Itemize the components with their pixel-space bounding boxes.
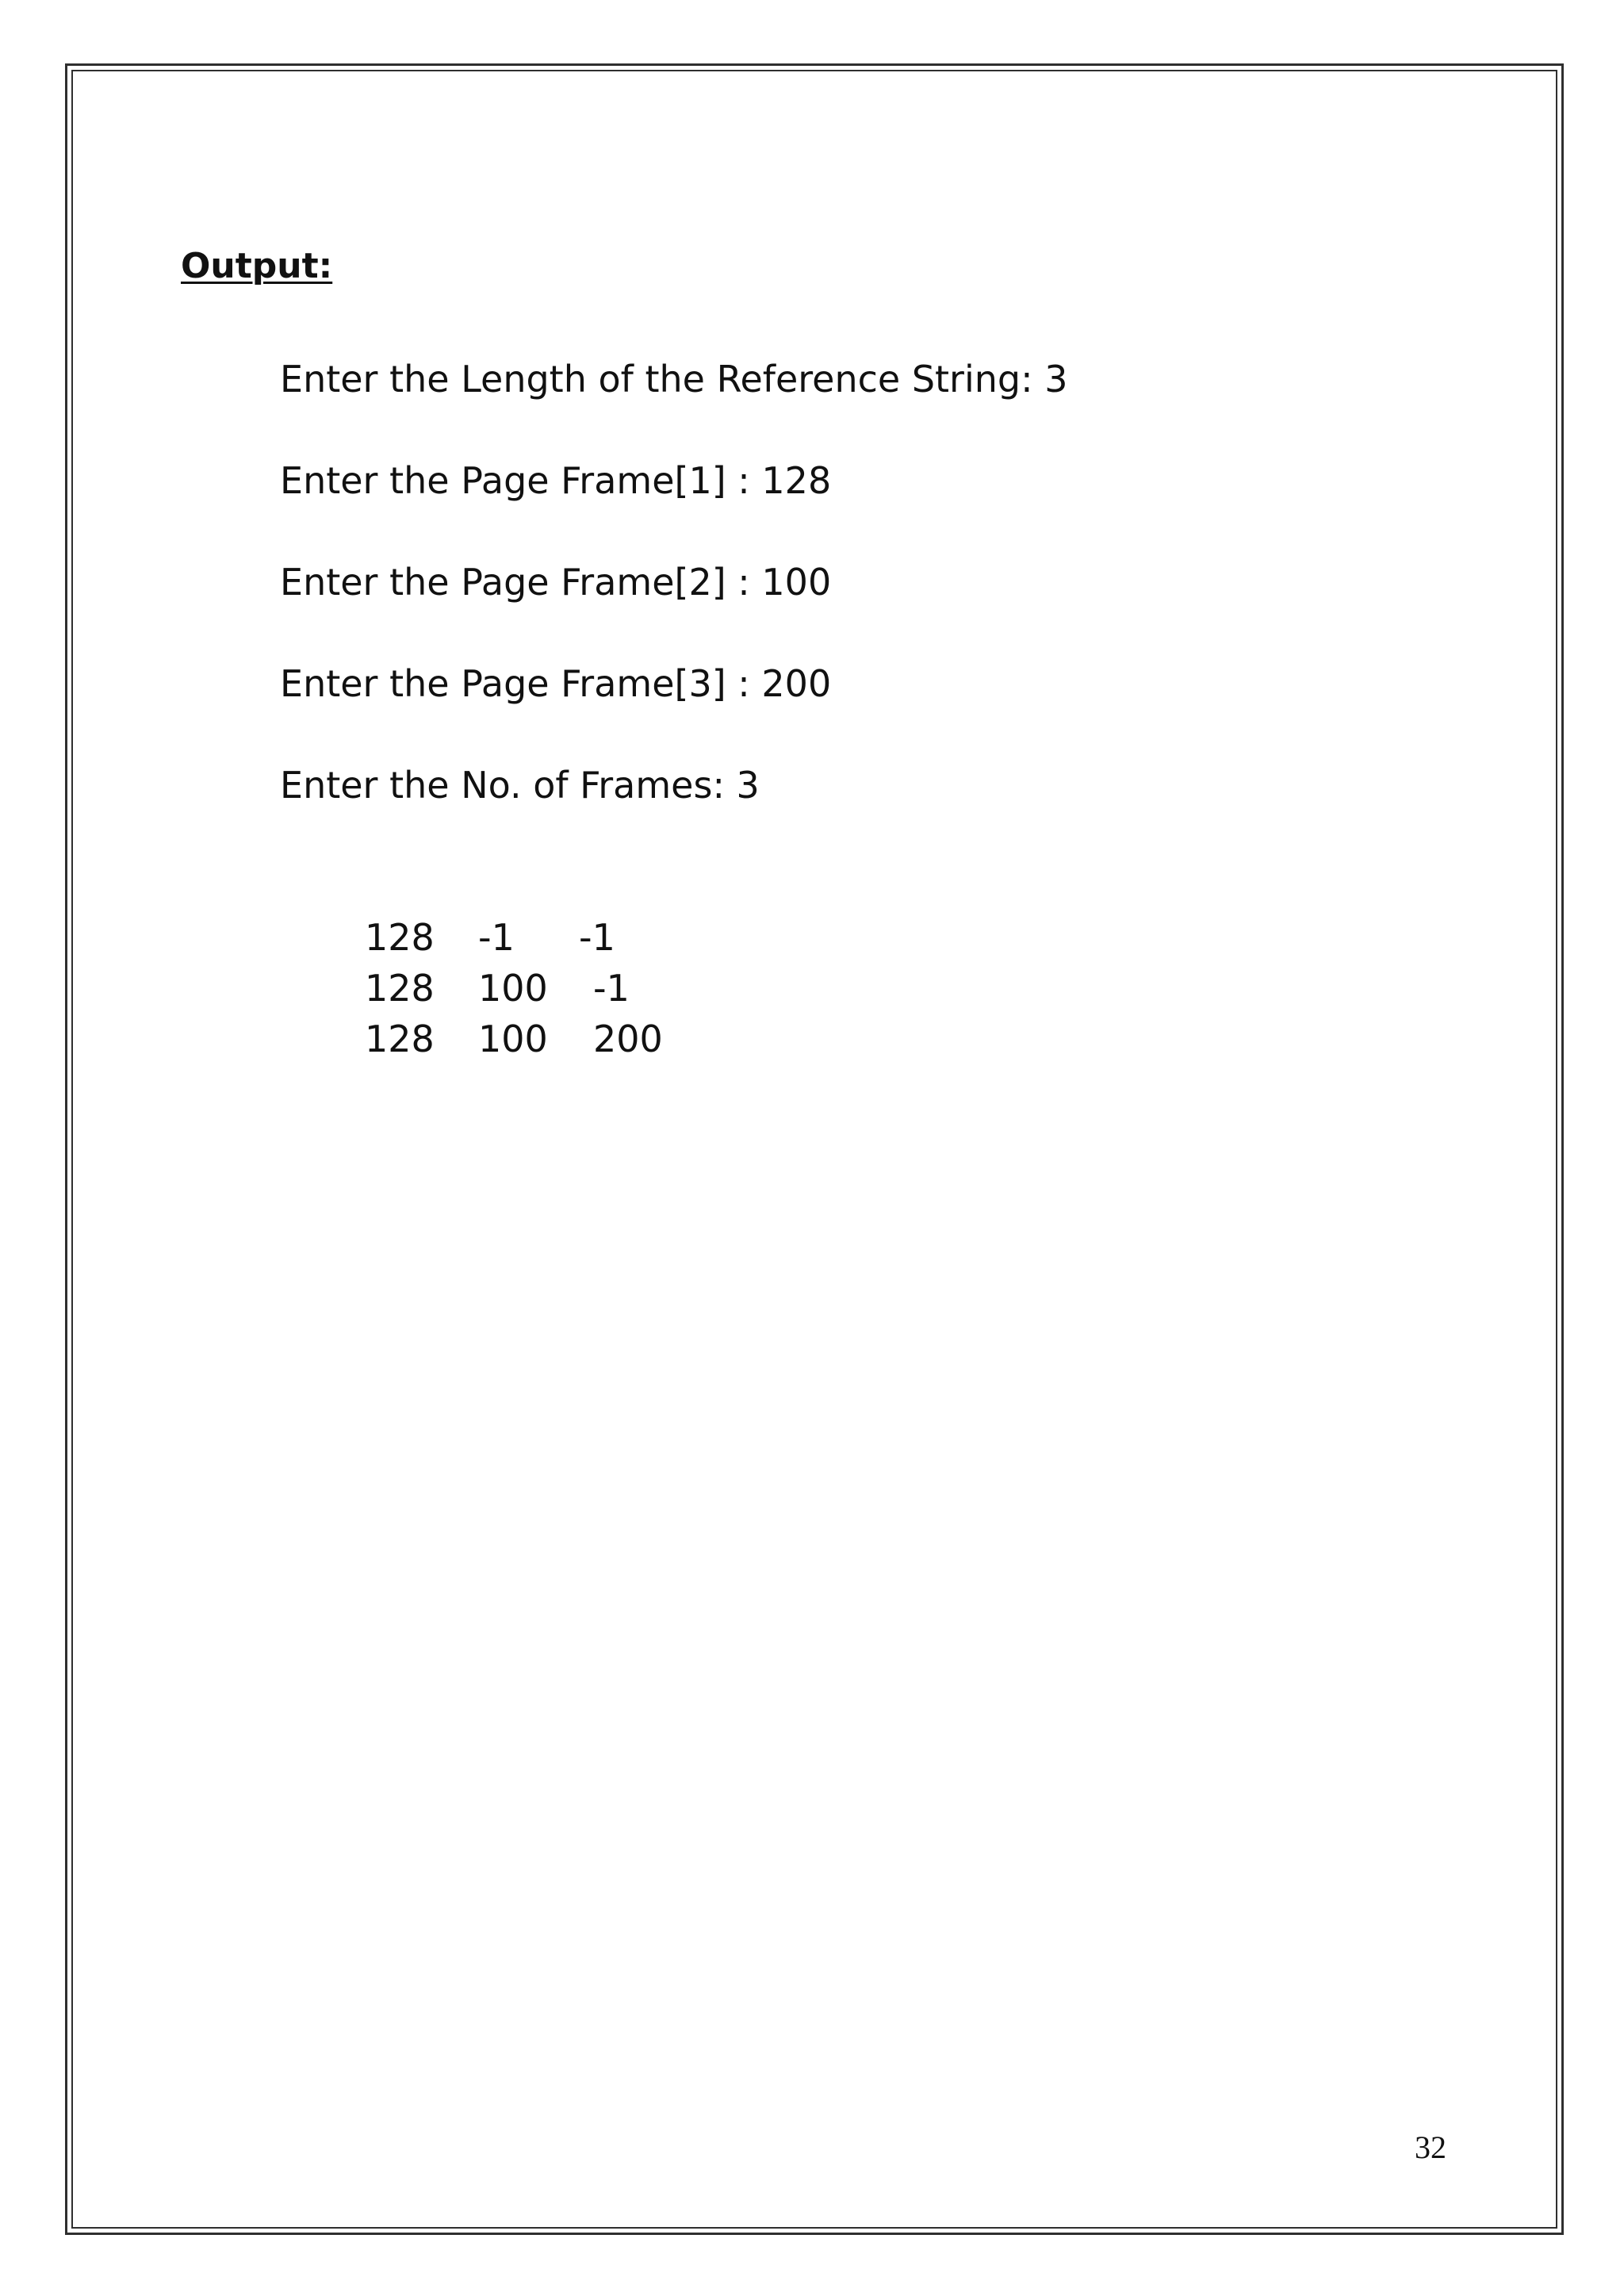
frame-cell: -1 xyxy=(593,967,630,1010)
output-heading: Output: xyxy=(181,246,333,286)
prompt-number-of-frames: Enter the No. of Frames: 3 xyxy=(280,764,760,807)
frame-cell: 200 xyxy=(593,1018,663,1060)
frame-cell: 128 xyxy=(365,916,435,959)
frame-cell: -1 xyxy=(478,916,515,959)
frame-row xyxy=(0,967,793,1014)
frame-cell: 128 xyxy=(365,967,435,1010)
frame-cell: 100 xyxy=(478,967,548,1010)
prompt-reference-length: Enter the Length of the Reference String: 3 xyxy=(280,358,1068,401)
frame-row xyxy=(0,1018,793,1065)
prompt-page-frame-1: Enter the Page Frame[1] : 128 xyxy=(280,459,832,502)
frame-cell: 100 xyxy=(478,1018,548,1060)
prompt-page-frame-2: Enter the Page Frame[2] : 100 xyxy=(280,561,832,604)
frame-cell: 128 xyxy=(365,1018,435,1060)
page-number: 32 xyxy=(1415,2129,1446,2165)
prompt-page-frame-3: Enter the Page Frame[3] : 200 xyxy=(280,662,832,705)
frame-cell: -1 xyxy=(579,916,615,959)
frame-row xyxy=(0,916,793,964)
